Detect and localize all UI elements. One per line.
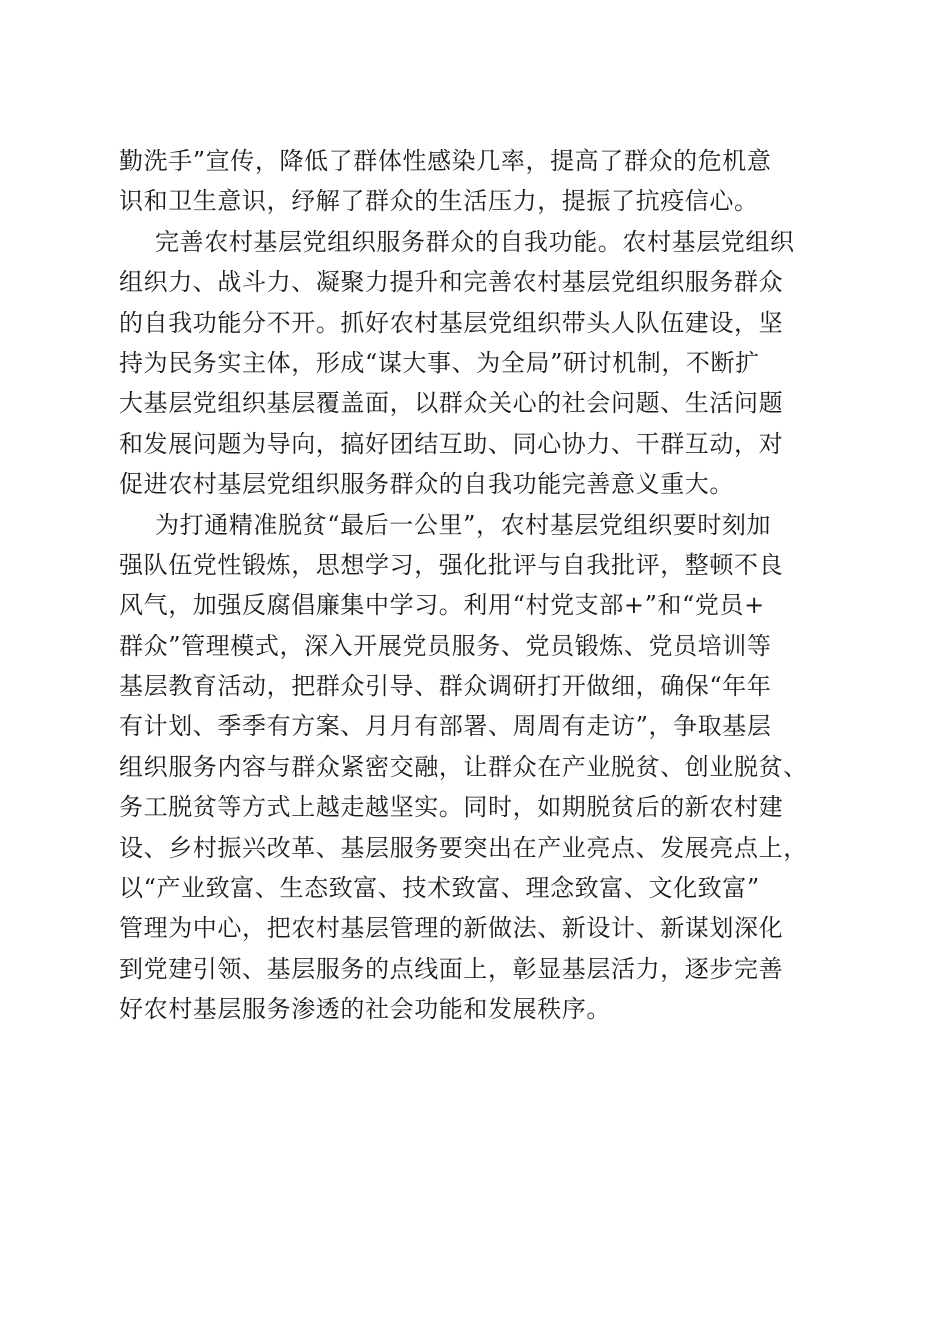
text-line: 到党建引领、基层服务的点线面上，彰显基层活力，逐步完善 [119,954,784,983]
text-line: 基层教育活动，把群众引导、群众调研打开做细，确保“年年 [119,672,772,701]
text-line: 和发展问题为导向，搞好团结互助、同心协力、干群互动，对 [119,429,784,458]
paragraph-self-function [119,222,831,505]
text-line: 为打通精准脱贫“最后一公里”，农村基层党组织要时刻加 [155,510,772,539]
text-line: 务工脱贫等方式上越走越坚实。同时，如期脱贫后的新农村建 [119,793,784,822]
paragraph-poverty-alleviation [119,505,831,1030]
text-line: 强队伍党性锻炼，思想学习，强化批评与自我批评，整顿不良 [119,550,784,579]
text-line: 组织服务内容与群众紧密交融，让群众在产业脱贫、创业脱贫、 [119,752,808,781]
text-line: 识和卫生意识，纾解了群众的生活压力，提振了抗疫信心。 [119,187,759,216]
paragraph-epidemic-summary [119,141,831,222]
text-line: 设、乡村振兴改革、基层服务要突出在产业亮点、发展亮点上， [119,833,808,862]
text-line: 群众”管理模式，深入开展党员服务、党员锻炼、党员培训等 [119,631,772,660]
text-line: 持为民务实主体，形成“谋大事、为全局”研讨机制，不断扩 [119,348,760,377]
document-body [119,141,831,1030]
text-line: 完善农村基层党组织服务群众的自我功能。农村基层党组织 [155,227,795,256]
text-line: 好农村基层服务渗透的社会功能和发展秩序。 [119,995,611,1024]
text-line: 大基层党组织基层覆盖面，以群众关心的社会问题、生活问题 [119,389,784,418]
text-line: 促进农村基层党组织服务群众的自我功能完善意义重大。 [119,470,734,499]
text-line: 以“产业致富、生态致富、技术致富、理念致富、文化致富” [119,874,760,903]
text-line: 管理为中心，把农村基层管理的新做法、新设计、新谋划深化 [119,914,784,943]
text-line: 风气，加强反腐倡廉集中学习。利用“村党支部+”和“党员+ [119,591,765,620]
text-line: 勤洗手”宣传，降低了群体性感染几率，提高了群众的危机意 [119,147,772,175]
text-line: 的自我功能分不开。抓好农村基层党组织带头人队伍建设，坚 [119,308,784,337]
text-line: 组织力、战斗力、凝聚力提升和完善农村基层党组织服务群众 [119,268,784,297]
text-line: 有计划、季季有方案、月月有部署、周周有走访”，争取基层 [119,712,772,741]
